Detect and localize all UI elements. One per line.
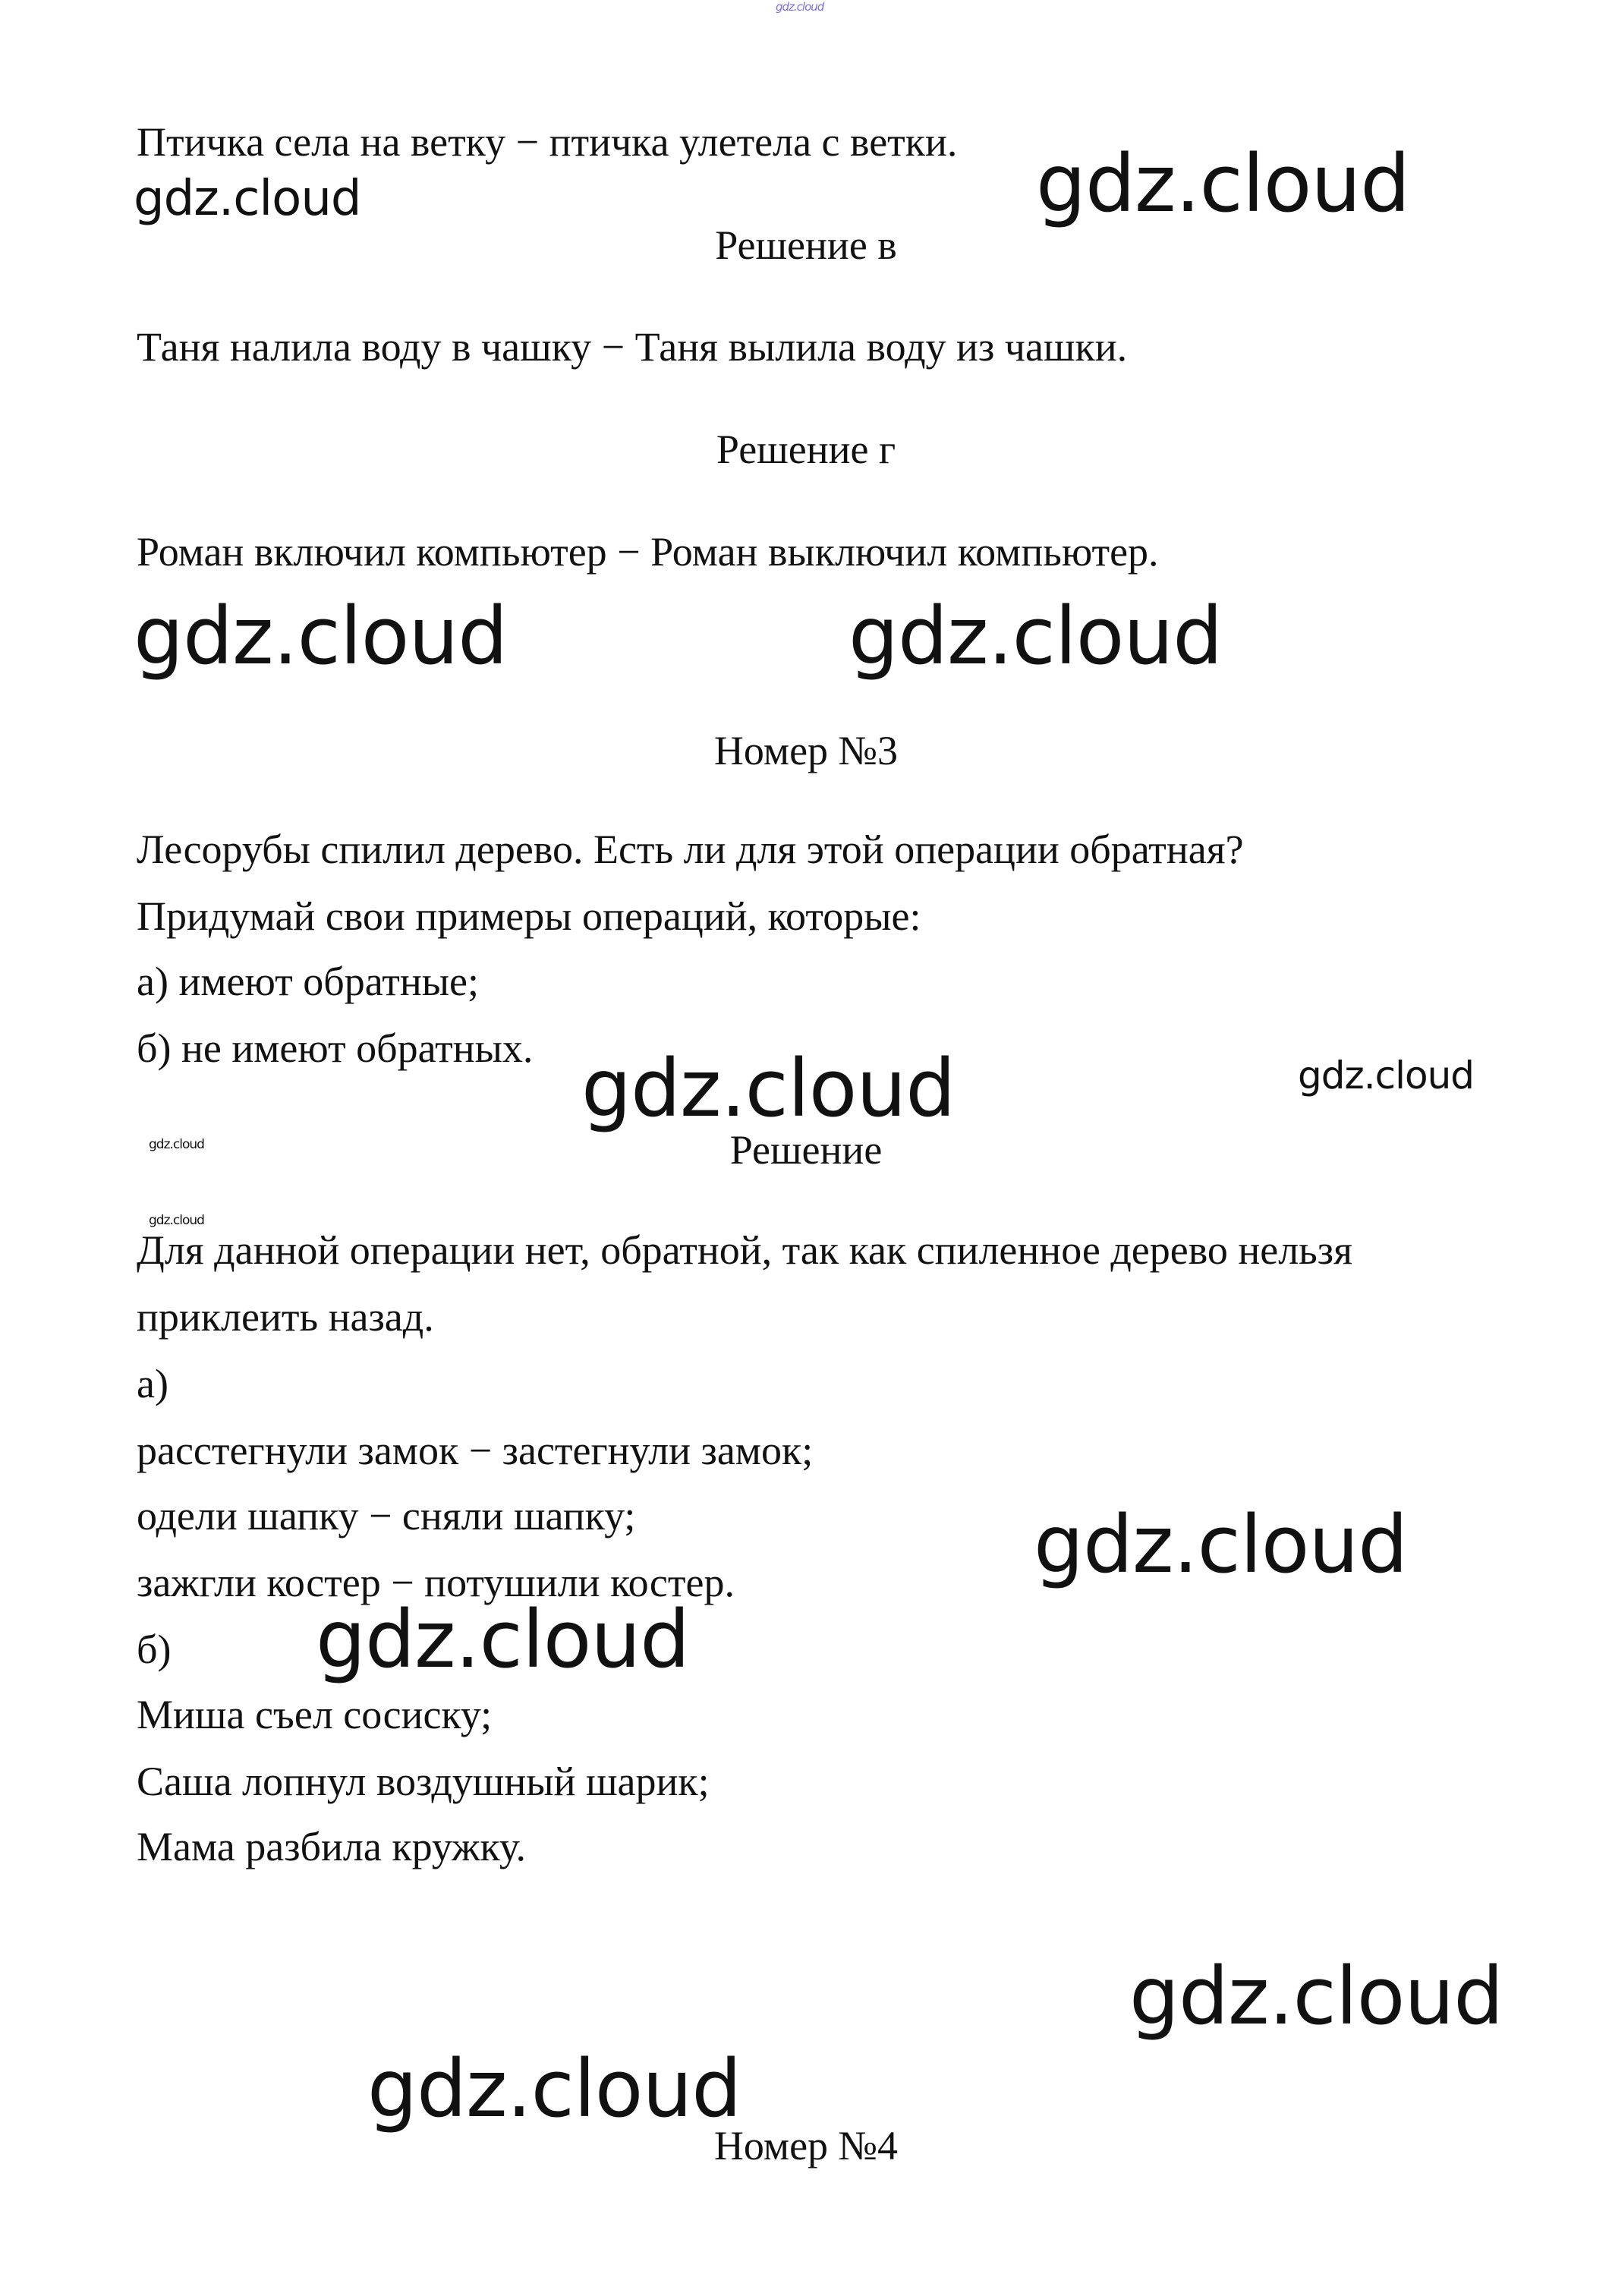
text-line: Птичка села на ветку − птичка улетела с ветки. (137, 119, 958, 165)
watermark: gdz.cloud (1034, 1498, 1408, 1591)
watermark: gdz.cloud (316, 1593, 690, 1686)
text-line: Мама разбила кружку. (137, 1824, 527, 1869)
text-line: одели шапку − сняли шапку; (137, 1493, 636, 1539)
watermark: gdz.cloud (367, 2042, 741, 2135)
solution-heading-v: Решение в (715, 222, 897, 268)
text-line: зажгли костер − потушили костер. (137, 1560, 735, 1605)
watermark-small: gdz.cloud (149, 1137, 204, 1152)
text-line: Для данной операции нет, обратной, так как спиленное дерево нельзя (137, 1227, 1352, 1273)
text-line: Роман включил компьютер − Роман выключил компьютер. (137, 529, 1159, 575)
text-line: Миша съел сосиску; (137, 1692, 493, 1737)
text-line: Саша лопнул воздушный шарик; (137, 1759, 710, 1804)
text-line: а) имеют обратные; (137, 959, 480, 1004)
text-line: Таня налила воду в чашку − Таня вылила воду из чашки. (137, 324, 1128, 370)
task-heading-3: Номер №3 (713, 728, 899, 773)
text-line: Лесорубы спилил дерево. Есть ли для этой операции обратная? (137, 827, 1244, 872)
text-line: а) (137, 1361, 168, 1406)
watermark-small: gdz.cloud (149, 1213, 204, 1228)
text-line: приклеить назад. (137, 1294, 434, 1340)
text-line: б) не имеют обратных. (137, 1025, 534, 1071)
text-line: Придумай свои примеры операций, которые: (137, 893, 921, 939)
watermark: gdz.cloud (1129, 1950, 1503, 2042)
watermark: gdz.cloud (134, 171, 361, 227)
solution-heading-g: Решение г (716, 427, 896, 472)
watermark: gdz.cloud (581, 1042, 956, 1135)
solution-heading: Решение (729, 1127, 883, 1173)
watermark: gdz.cloud (1036, 137, 1410, 230)
watermark: gdz.cloud (1298, 1054, 1475, 1098)
text-line: расстегнули замок − застегнули замок; (137, 1428, 814, 1473)
watermark: gdz.cloud (849, 590, 1223, 682)
text-line: б) (137, 1627, 172, 1672)
task-heading-4: Номер №4 (713, 2123, 899, 2168)
watermark: gdz.cloud (134, 590, 508, 682)
watermark-top: gdz.cloud (776, 0, 824, 14)
